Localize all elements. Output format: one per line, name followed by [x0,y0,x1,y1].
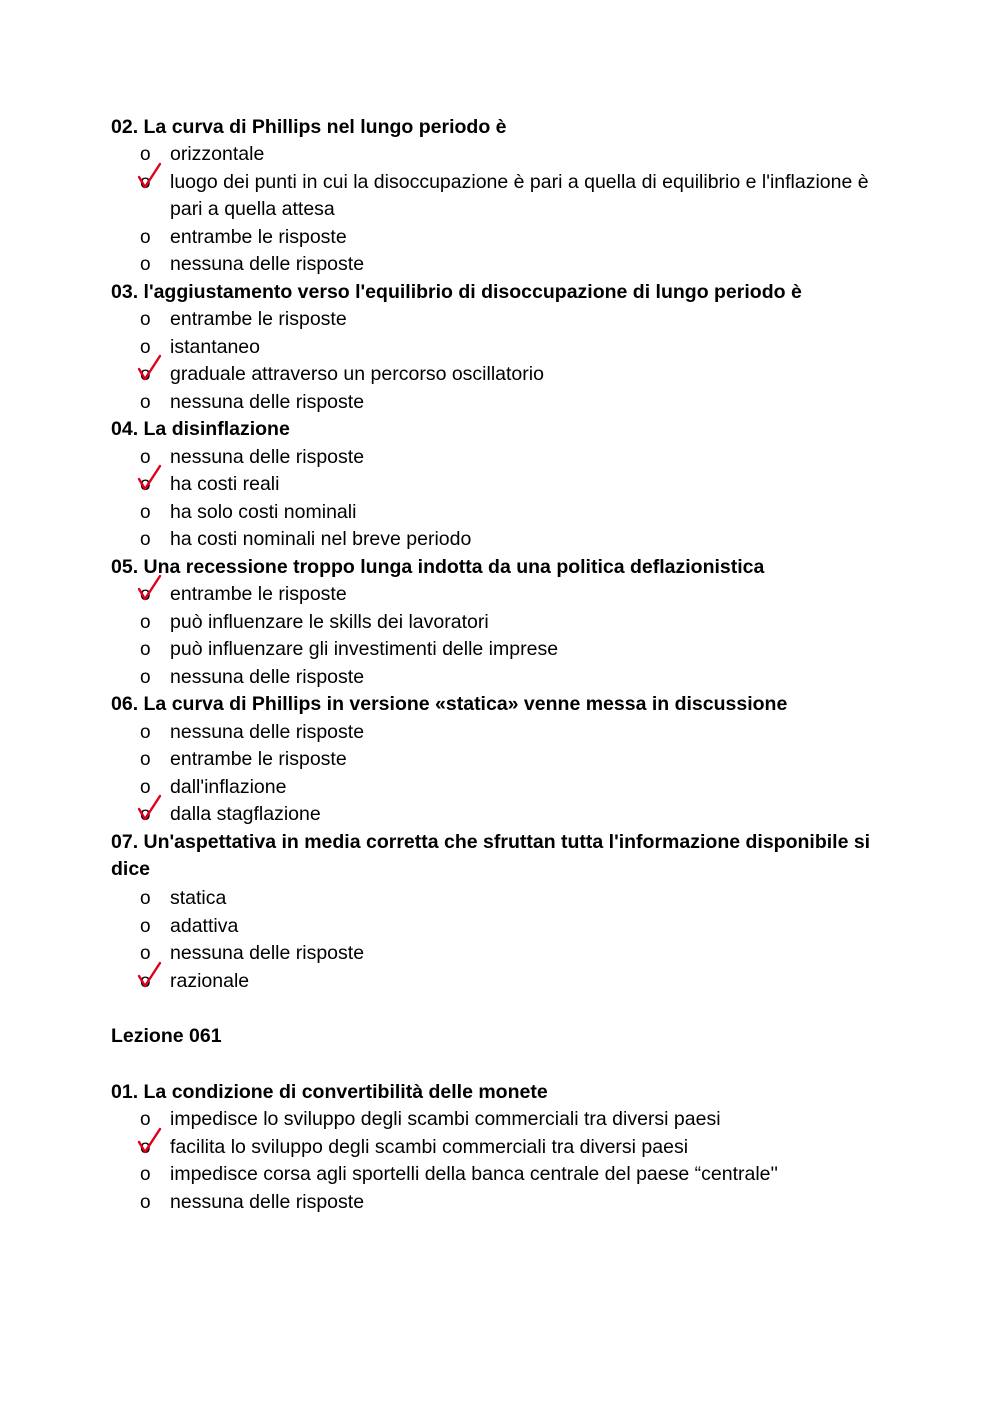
answer-text: ha solo costi nominali [170,500,357,523]
question-text: 06. La curva di Phillips in versione «statica» venne messa in discussione [111,693,788,715]
answer-text: entrambe le risposte [170,748,347,770]
answer-option [140,306,900,334]
bullet-circle-icon: o [140,666,151,688]
answer-text: nessuna delle risposte [170,1190,365,1213]
bullet-circle-icon: o [140,336,151,358]
bullet-circle-icon: o [140,1191,151,1213]
answer-option [140,141,900,169]
answer-option [140,1106,900,1134]
answer-option [140,746,900,774]
bullet-circle-icon: o [140,1164,151,1185]
check-mark-icon [137,961,163,989]
answer-text: nessuna delle risposte [170,390,365,413]
bullet-circle-icon: o [140,721,151,743]
answer-text: nessuna delle risposte [170,720,365,743]
answer-option [140,1189,900,1217]
answer-option [140,499,900,527]
answer-option [140,334,900,362]
bullet-circle-icon: o [140,639,151,660]
answer-text: adattiva [170,914,239,937]
check-mark-icon [137,464,163,492]
bullet-circle-icon: o [140,309,151,330]
bullet-circle-icon: o [140,391,151,413]
answer-text: nessuna delle risposte [170,942,365,964]
correct-answer-text: dalla stagflazione [170,803,321,825]
answer-text: nessuna delle risposte [170,253,365,275]
correct-answer-text: graduale attraverso un percorso oscillatorio [170,363,544,385]
answer-option [140,609,900,637]
check-mark-icon [137,794,163,822]
answer-text: può influenzare le skills dei lavoratori [170,610,489,633]
bullet-circle-icon: o [140,474,151,495]
answer-option [140,774,900,802]
answer-option [140,169,900,220]
bullet-circle-icon: o [140,804,151,825]
answer-text: può influenzare gli investimenti delle imprese [170,638,559,660]
answer-option [140,913,900,941]
bullet-circle-icon: o [140,943,151,964]
bullet-circle-icon: o [140,915,151,937]
question-text: 07. Un'aspettativa in media corretta che sfruttan tutta l'informazione disponibile si dice [111,830,871,880]
correct-answer-text: facilita lo sviluppo degli scambi commerciali tra diversi paesi [170,1135,689,1158]
correct-answer-text: luogo dei punti in cui la disoccupazione è pari a quella di equilibrio e l'inflazione è pari a quella attesa [170,170,869,220]
answer-text: nessuna delle risposte [170,445,365,468]
answer-text: statica [170,887,227,909]
answer-option [140,940,900,968]
bullet-circle-icon: o [140,888,151,909]
check-mark-icon [137,574,163,602]
answer-option [140,444,900,472]
question-text: 03. l'aggiustamento verso l'equilibrio di disoccupazione di lungo periodo è [111,280,802,303]
question-text: 04. La disinflazione [111,418,290,440]
answer-text: impedisce corsa agli sportelli della banca centrale del paese “centrale'' [170,1163,778,1185]
question-text: 05. Una recessione troppo lunga indotta da una politica deflazionistica [111,555,765,578]
answer-text: dall'inflazione [170,775,287,798]
answer-option [140,1161,900,1189]
answer-option [140,664,900,692]
bullet-circle-icon: o [140,749,151,770]
correct-answer-text: ha costi reali [170,473,280,495]
section-title: Lezione 061 [111,1025,222,1047]
bullet-circle-icon: o [140,254,151,275]
question-text: 01. La condizione di convertibilità delle monete [111,1080,548,1103]
answer-text: entrambe le risposte [170,225,347,248]
correct-answer-text: razionale [170,969,250,992]
check-mark-icon [137,354,163,382]
answer-option [140,251,900,279]
answer-text: impedisce lo sviluppo degli scambi commerciali tra diversi paesi [170,1108,721,1130]
bullet-circle-icon: o [140,584,151,605]
answer-option [140,719,900,747]
bullet-circle-icon: o [140,776,151,798]
answer-option [140,968,900,996]
check-mark-icon [137,1127,163,1155]
answer-option [140,224,900,252]
bullet-circle-icon: o [140,144,151,165]
answer-text: entrambe le risposte [170,308,347,330]
answer-option [140,361,900,389]
bullet-circle-icon: o [140,501,151,523]
bullet-circle-icon: o [140,171,151,193]
answer-option [140,1134,900,1162]
answer-option [140,526,900,554]
bullet-circle-icon: o [140,446,151,468]
answer-option [140,636,900,664]
answer-option [140,471,900,499]
bullet-circle-icon: o [140,364,151,385]
bullet-circle-icon: o [140,1109,151,1130]
bullet-circle-icon: o [140,226,151,248]
correct-answer-text: entrambe le risposte [170,583,347,605]
bullet-circle-icon: o [140,1136,151,1158]
bullet-circle-icon: o [140,970,151,992]
answer-text: ha costi nominali nel breve periodo [170,528,472,550]
bullet-circle-icon: o [140,611,151,633]
answer-text: orizzontale [170,143,265,165]
answer-option [140,581,900,609]
answer-option [140,801,900,829]
question-text: 02. La curva di Phillips nel lungo periodo è [111,115,507,138]
answer-option [140,389,900,417]
answer-text: istantaneo [170,335,260,358]
answer-text: nessuna delle risposte [170,665,365,688]
answer-option [140,885,900,913]
bullet-circle-icon: o [140,529,151,550]
check-mark-icon [137,162,163,190]
